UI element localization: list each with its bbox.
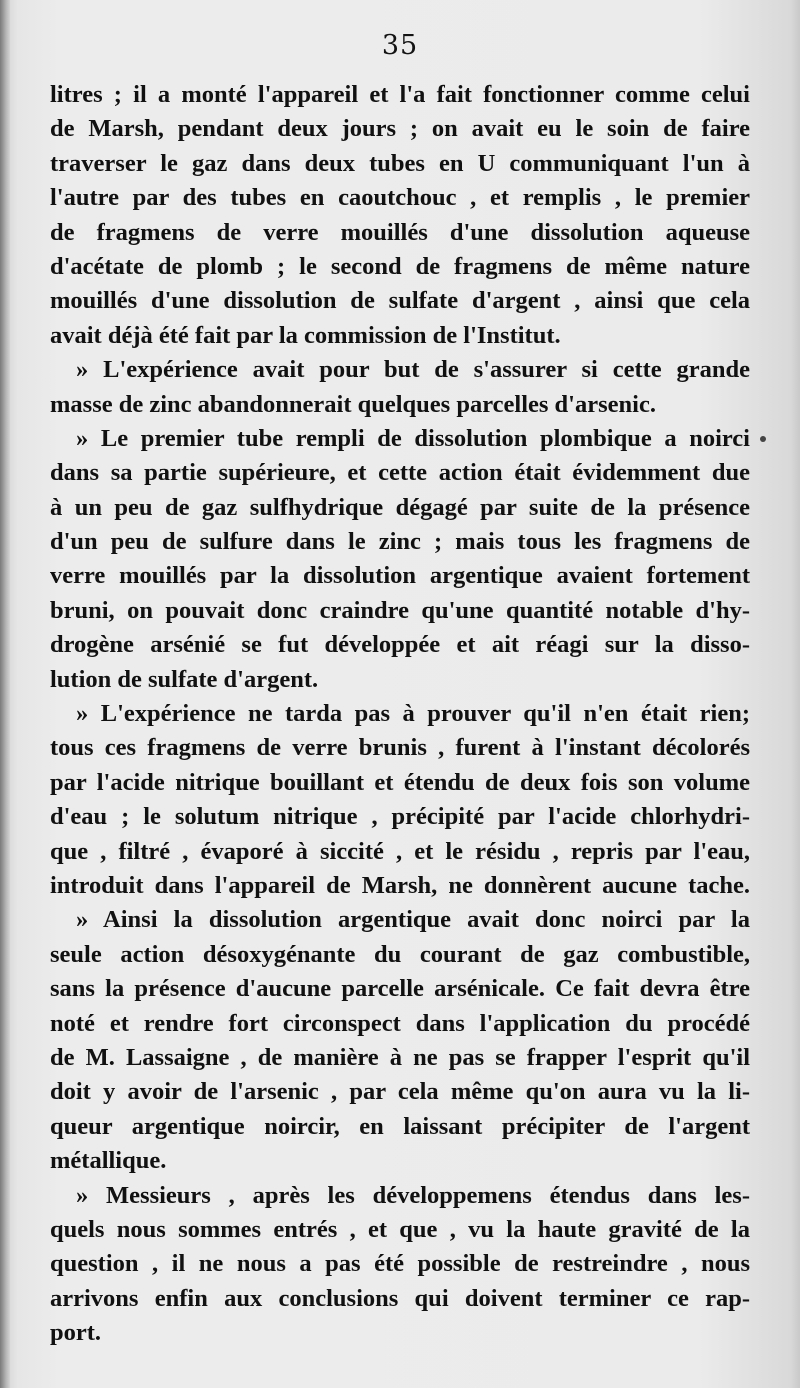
text-line: mouillés d'une dissolution de sulfate d'argent , ainsi que cela — [50, 287, 750, 315]
text-line: par l'acide nitrique bouillant et étendu de deux fois son volume — [50, 768, 750, 796]
text-line: que , filtré , évaporé à siccité , et le résidu , repris par l'eau, — [50, 837, 750, 865]
text-line: question , il ne nous a pas été possible de restreindre , nous — [50, 1250, 750, 1278]
text-line: bruni, on pouvait donc craindre qu'une quantité notable d'hy- — [50, 596, 750, 624]
text-line: doit y avoir de l'arsenic , par cela même qu'on aura vu la li- — [50, 1078, 750, 1106]
text-line: » L'expérience avait pour but de s'assurer si cette grande — [76, 356, 750, 384]
text-line: verre mouillés par la dissolution argentique avaient fortement — [50, 562, 750, 590]
text-line: queur argentique noircir, en laissant précipiter de l'argent — [50, 1112, 750, 1140]
text-line: de fragmens de verre mouillés d'une dissolution aqueuse — [50, 218, 750, 246]
text-line: litres ; il a monté l'appareil et l'a fait fonctionner comme celui — [50, 81, 750, 108]
text-line: » L'expérience ne tarda pas à prouver qu'il n'en était rien; — [76, 700, 750, 728]
text-line: quels nous sommes entrés , et que , vu la haute gravité de la — [50, 1215, 750, 1243]
text-line: noté et rendre fort circonspect dans l'application du procédé — [50, 1009, 750, 1037]
text-line: introduit dans l'appareil de Marsh, ne donnèrent aucune tache. — [50, 871, 750, 899]
text-line: d'acétate de plomb ; le second de fragmens de même nature — [50, 252, 750, 280]
body-text — [50, 78, 750, 1350]
text-line: traverser le gaz dans deux tubes en U communiquant l'un à — [50, 149, 750, 177]
text-line: masse de zinc abandonnerait quelques parcelles d'arsenic. — [50, 390, 656, 418]
text-line: avait déjà été fait par la commission de l'Institut. — [50, 321, 561, 349]
ink-speck — [760, 436, 766, 442]
text-line: » Ainsi la dissolution argentique avait donc noirci par la — [76, 906, 750, 934]
text-line: lution de sulfate d'argent. — [50, 665, 319, 693]
text-line: métallique. — [50, 1147, 167, 1175]
text-line: » Le premier tube rempli de dissolution plombique a noirci — [76, 424, 750, 452]
text-line: l'autre par des tubes en caoutchouc , et remplis , le premier — [50, 184, 750, 212]
text-line: dans sa partie supérieure, et cette action était évidemment due — [50, 459, 750, 487]
text-line: de Marsh, pendant deux jours ; on avait eu le soin de faire — [50, 115, 750, 143]
text-line: tous ces fragmens de verre brunis , furent à l'instant décolorés — [50, 734, 750, 762]
text-line: » Messieurs , après les développemens étendus dans les- — [76, 1181, 750, 1209]
page-number: 35 — [381, 30, 419, 61]
text-line: arrivons enfin aux conclusions qui doivent terminer ce rap- — [50, 1284, 750, 1312]
text-line: à un peu de gaz sulfhydrique dégagé par suite de la présence — [50, 493, 750, 521]
text-line: seule action désoxygénante du courant de gaz combustible, — [50, 940, 750, 968]
page-binding-edge — [0, 0, 10, 1388]
text-line: sans la présence d'aucune parcelle arsénicale. Ce fait devra être — [50, 975, 750, 1003]
text-line: d'eau ; le solutum nitrique , précipité par l'acide chlorhydri- — [50, 803, 750, 831]
text-line: d'un peu de sulfure dans le zinc ; mais tous les fragmens de — [50, 528, 750, 556]
text-line: drogène arsénié se fut développée et ait réagi sur la disso- — [50, 631, 750, 659]
text-line: port. — [50, 1319, 102, 1347]
text-line: de M. Lassaigne , de manière à ne pas se frapper l'esprit qu'il — [50, 1043, 750, 1071]
